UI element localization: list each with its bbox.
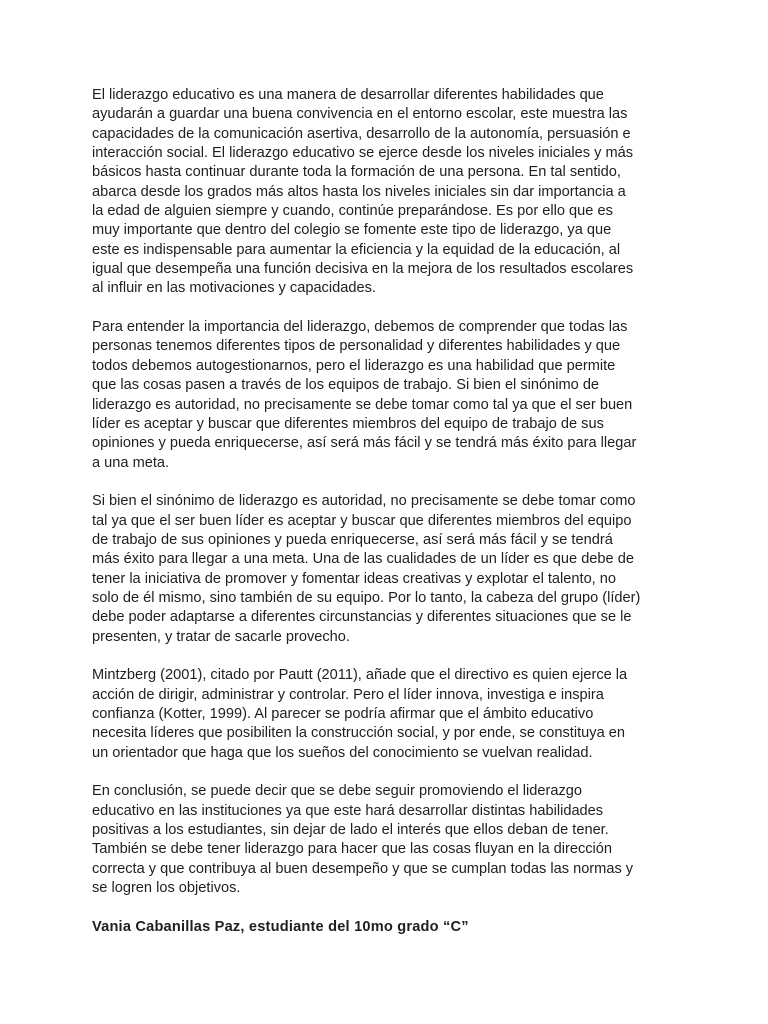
paragraph-citation: Mintzberg (2001), citado por Pautt (2011), añade que el directivo es quien ejerce la acción de dirigir, administrar y controlar. Pero el líder innova, investiga e inspira confianza (Kotter, 1999). Al parecer se podría afirmar que el ámbito educativo necesita líderes que posibiliten la construcción social, y por ende, se constituya en un orientador que haga que los sueños del conocimiento se vuelvan realidad.	[92, 667, 628, 761]
paragraph-conclusion: En conclusión, se puede decir que se debe seguir promoviendo el liderazgo educativo en las instituciones ya que este hará desarrollar distintas habilidades positivas a los estudiantes, sin dejar de lado el interés que ellos deban de tener. También se debe tener liderazgo para hacer que las cosas fluyan en la dirección correcta y que contribuya al buen desempeño y que se cumplan todas las normas y se logren los objetivos.	[92, 783, 634, 897]
document-body	[92, 86, 692, 937]
paragraph-introduction: El liderazgo educativo es una manera de desarrollar diferentes habilidades que ayudarán a guardar una buena convivencia en el entorno escolar, este muestra las capacidades de la comunicación asertiva, desarrollo de la autonomía, persuasión e interacción social. El liderazgo educativo se ejerce desde los niveles iniciales y más básicos hasta continuar durante toda la formación de una persona. En tal sentido, abarca desde los grados más altos hasta los niveles iniciales sin dar importancia a la edad de alguien siempre y cuando, continúe preparándose. Es por ello que es muy importante que dentro del colegio se fomente este tipo de liderazgo, ya que este es indispensable para aumentar la eficiencia y la equidad de la educación, al igual que desempeña una función decisiva en la mejora de los resultados escolares al influir en las motivaciones y capacidades.	[92, 87, 634, 297]
paragraph-qualities: Si bien el sinónimo de liderazgo es autoridad, no precisamente se debe tomar como tal ya que el ser buen líder es aceptar y buscar que diferentes miembros del equipo de trabajo de sus opiniones y pueda enriquecerse, así será más fácil y se tendrá más éxito para llegar a una meta. Una de las cualidades de un líder es que debe de tener la iniciativa de promover y fomentar ideas creativas y explotar el talento, no solo de él mismo, sino también de su equipo. Por lo tanto, la cabeza del grupo (líder) debe poder adaptarse a diferentes circunstancias y diferentes situaciones que se le presenten, y tratar de sacarle provecho.	[92, 493, 641, 645]
author-signature: Vania Cabanillas Paz, estudiante del 10mo grado “C”	[92, 918, 469, 935]
paragraph-importance: Para entender la importancia del liderazgo, debemos de comprender que todas las personas tenemos diferentes tipos de personalidad y diferentes habilidades y que todos debemos autogestionarnos, pero el liderazgo es una habilidad que permite que las cosas pasen a través de los equipos de trabajo. Si bien el sinónimo de liderazgo es autoridad, no precisamente se debe tomar como tal ya que el ser buen líder es aceptar y buscar que diferentes miembros del equipo de trabajo de sus opiniones y pueda enriquecerse, así será más fácil y se tendrá más éxito para llegar a una meta.	[92, 319, 637, 471]
